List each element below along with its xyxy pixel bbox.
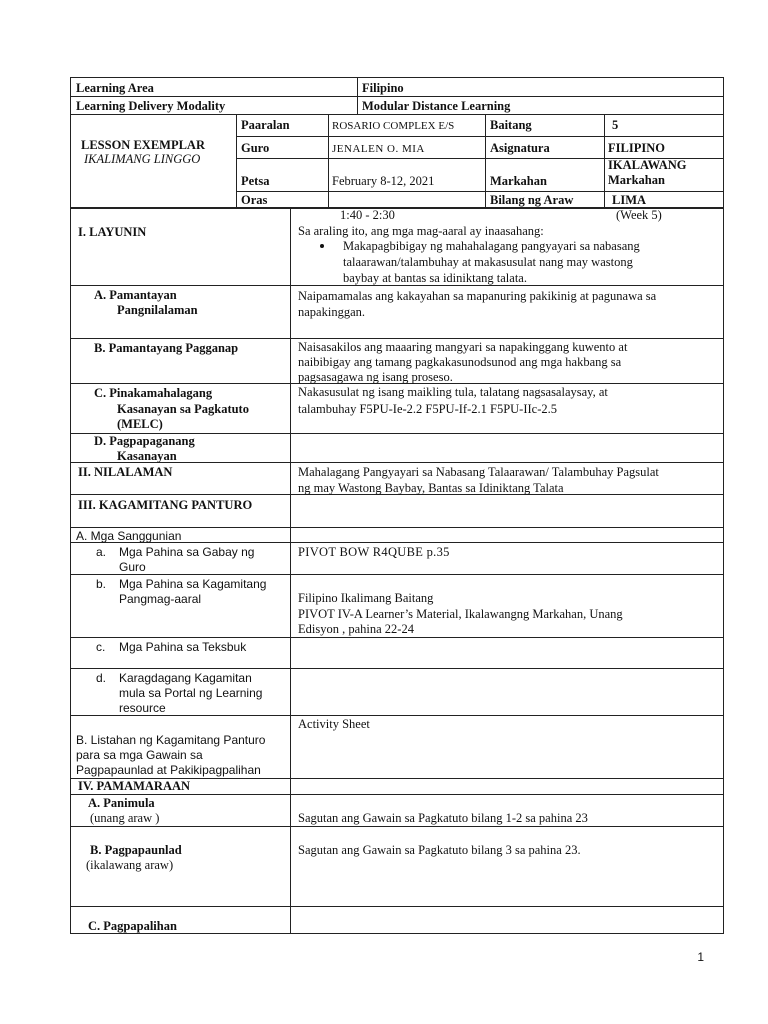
bullet-icon: [320, 244, 324, 248]
pamantayang-pagganap-value-line1: Naisasakilos ang maaaring mangyari sa napakinggang kuwento at: [298, 340, 628, 354]
kagamitang-pangmag-aaral-num: b.: [96, 577, 107, 591]
oras-label: Oras: [241, 193, 268, 207]
panimula-label: A. Panimula: [88, 796, 155, 810]
paaralan-label: Paaralan: [241, 118, 290, 132]
listahan-label-line3: Pagpapaunlad at Pakikipagpalihan: [76, 763, 261, 777]
guro-label: Guro: [241, 141, 270, 155]
week-value: (Week 5): [616, 208, 662, 222]
gabay-guro-label-line1: Mga Pahina sa Gabay ng: [119, 545, 255, 559]
panimula-value: Sagutan ang Gawain sa Pagkatuto bilang 1-2 sa pahina 23: [298, 811, 588, 825]
nilalaman-value-line2: ng may Wastong Baybay, Bantas sa Idiniktang Talata: [298, 481, 564, 495]
learning-area-value: Filipino: [362, 81, 404, 95]
gabay-guro-value: PIVOT BOW R4QUBE p.35: [298, 545, 450, 559]
mga-sanggunian-label: A. Mga Sanggunian: [76, 529, 182, 543]
pagpapaunlad-label: B. Pagpapaunlad: [90, 843, 182, 857]
pagpapaganang-kasanayan-label-line2: Kasanayan: [117, 449, 177, 463]
bilang-label: Bilang ng Araw: [490, 193, 574, 207]
pamantayan-pangnilalaman-label-line2: Pangnilalaman: [117, 303, 198, 317]
page-number: 1: [697, 950, 704, 964]
markahan-label: Markahan: [490, 174, 547, 188]
bilang-value: LIMA: [612, 193, 647, 207]
kagamitang-panturo-label: III. KAGAMITANG PANTURO: [78, 498, 253, 512]
petsa-label: Petsa: [241, 174, 270, 188]
listahan-value: Activity Sheet: [298, 717, 370, 731]
portal-resource-label-line3: resource: [119, 701, 166, 715]
melc-value-line2: talambuhay F5PU-Ie-2.2 F5PU-If-2.1 F5PU-IIc-2.5: [298, 402, 557, 416]
pagpapaunlad-value: Sagutan ang Gawain sa Pagkatuto bilang 3 sa pahina 23.: [298, 843, 581, 857]
pagpapalihan-label: C. Pagpapalihan: [88, 919, 177, 933]
layunin-intro: Sa araling ito, ang mga mag-aaral ay inaasahang:: [298, 224, 544, 238]
oras-value: 1:40 - 2:30: [340, 208, 395, 222]
layunin-label: I. LAYUNIN: [78, 225, 147, 239]
pagpapaganang-kasanayan-label-line1: D. Pagpapaganang: [94, 434, 195, 448]
gabay-guro-label-line2: Guro: [119, 560, 146, 574]
nilalaman-value-line1: Mahalagang Pangyayari sa Nabasang Talaarawan/ Talambuhay Pagsulat: [298, 465, 659, 479]
baitang-value: 5: [612, 118, 619, 132]
asignatura-value: FILIPINO: [608, 141, 665, 155]
teksbuk-label: Mga Pahina sa Teksbuk: [119, 640, 247, 654]
petsa-value: February 8-12, 2021: [332, 174, 435, 188]
melc-label-line2: Kasanayan sa Pagkatuto: [117, 402, 249, 416]
kagamitang-pangmag-aaral-label-line1: Mga Pahina sa Kagamitang: [119, 577, 267, 591]
baitang-label: Baitang: [490, 118, 532, 132]
pamantayan-pangnilalaman-value: Naipamamalas ang kakayahan sa mapanuring pakikinig at pagunawa sa napakinggan.: [298, 289, 657, 319]
portal-resource-label-line1: Karagdagang Kagamitan: [119, 671, 252, 685]
portal-resource-label-line2: mula sa Portal ng Learning: [119, 686, 263, 700]
paaralan-value: ROSARIO COMPLEX E/S: [332, 120, 455, 132]
pamantayang-pagganap-value-line2: naibibigay ang tamang pagkakasunodsunod ang mga hakbang sa: [298, 355, 622, 369]
listahan-label-line1: B. Listahan ng Kagamitang Panturo: [76, 733, 266, 747]
layunin-bullet-line1: Makapagbibigay ng mahahalagang pangyayari sa nabasang: [343, 239, 640, 253]
exemplar-title: LESSON EXEMPLAR: [81, 138, 205, 152]
pamantayang-pagganap-label: B. Pamantayang Pagganap: [94, 341, 239, 355]
listahan-label-line2: para sa mga Gawain sa: [76, 748, 203, 762]
layunin-bullet-line2: talaarawan/talambuhay at makasusulat nang may wastong: [343, 255, 633, 269]
layunin-bullet-line3: baybay at bantas sa idiniktang talata.: [343, 271, 527, 285]
asignatura-label: Asignatura: [490, 141, 550, 155]
nilalaman-label: II. NILALAMAN: [78, 465, 173, 479]
learning-area-label: Learning Area: [76, 81, 154, 95]
melc-label-line1: C. Pinakamahalagang: [94, 386, 213, 400]
portal-resource-num: d.: [96, 671, 107, 685]
kagamitang-pangmag-aaral-value-line2: PIVOT IV-A Learner’s Material, Ikalawangng Markahan, Unang: [298, 607, 623, 621]
melc-value-line1: Nakasusulat ng isang maikling tula, talatang nagsasalaysay, at: [298, 385, 608, 399]
melc-label-line3: (MELC): [117, 417, 163, 431]
pamantayang-pagganap-value-line3: pagsasagawa ng isang proseso.: [298, 370, 453, 384]
modality-label: Learning Delivery Modality: [76, 99, 226, 113]
exemplar-week: IKALIMANG LINGGO: [84, 152, 201, 166]
guro-value: JENALEN O. MIA: [332, 143, 425, 155]
gabay-guro-num: a.: [96, 545, 107, 559]
panimula-sub: (unang araw ): [90, 811, 160, 825]
pamamaraan-label: IV. PAMAMARAAN: [78, 779, 191, 793]
kagamitang-pangmag-aaral-value-line1: Filipino Ikalimang Baitang: [298, 591, 434, 605]
kagamitang-pangmag-aaral-label-line2: Pangmag-aaral: [119, 592, 202, 606]
markahan-value-line1: IKALAWANG: [608, 158, 687, 172]
markahan-value-line2: Markahan: [608, 173, 665, 187]
teksbuk-num: c.: [96, 640, 106, 654]
kagamitang-pangmag-aaral-value-line3: Edisyon , pahina 22-24: [298, 622, 414, 636]
pamantayan-pangnilalaman-label-line1: A. Pamantayan: [94, 288, 177, 302]
modality-value: Modular Distance Learning: [362, 99, 511, 113]
pagpapaunlad-sub: (ikalawang araw): [86, 858, 174, 872]
